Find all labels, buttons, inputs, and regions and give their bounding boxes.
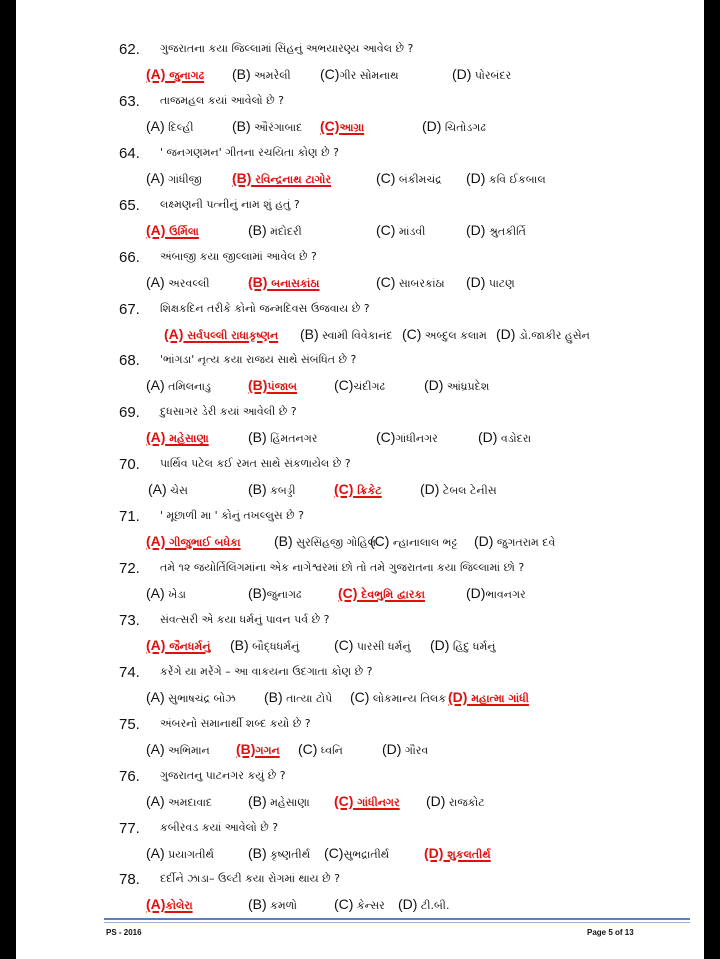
option-label: (D) (466, 585, 486, 601)
answer-option (402, 326, 487, 343)
answer-options (16, 274, 704, 294)
option-text: લોકમાન્ય તિલક (369, 691, 447, 705)
footer-page-number: Page 5 of 13 (587, 928, 634, 937)
answer-option (230, 637, 299, 654)
option-text: મહેસાણા (266, 795, 310, 809)
answer-option (148, 481, 188, 498)
option-text: પાટણ (485, 276, 515, 290)
option-label: (A) (146, 377, 165, 394)
option-label: (C) (370, 533, 390, 550)
option-text: દિલ્હી (164, 120, 194, 134)
footer-rule (104, 918, 690, 920)
option-text: કમળો (266, 899, 298, 913)
option-label: (C) (376, 273, 396, 290)
option-text: ન્હાનાલાલ ભટ્ટ (389, 536, 458, 550)
option-text: બનાસકાંઠા (267, 276, 320, 290)
option-label: (D) (478, 429, 498, 446)
option-text: અમદાવાદ (164, 795, 213, 809)
option-label: (A) (146, 66, 166, 82)
option-text: ગાંધીનગર (395, 432, 438, 446)
option-text: વડોદરા (497, 432, 532, 446)
option-label: (C) (402, 325, 422, 342)
answer-options (16, 741, 704, 761)
option-text: આગ્રા (339, 120, 365, 134)
option-text: શુકલતીર્થ (443, 847, 491, 861)
question-text: પાર્થિવ પટેલ કઈ રમત સાથે સંકળાયેલ છે ? (160, 457, 351, 471)
correct-answer-option (334, 793, 400, 810)
answer-option (324, 845, 389, 862)
answer-option (320, 66, 399, 83)
option-text: સ્વામી વિવેકાનંદ (318, 328, 393, 342)
correct-answer-option (146, 896, 193, 913)
option-text: મહેસાણા (165, 432, 209, 446)
footer-exam-code: PS - 2016 (106, 928, 142, 937)
option-label: (B) (232, 117, 251, 134)
answer-option (420, 481, 497, 498)
option-text: શ્રુતકીર્તિ (485, 224, 526, 238)
option-label: (B) (274, 533, 293, 550)
correct-answer-option (164, 326, 278, 343)
correct-answer-option (146, 533, 241, 550)
question-text: 'ભાંગડા' નૃત્ય કયા રાજય સાથે સંબંધિત છે ? (160, 353, 357, 367)
option-label: (B) (248, 481, 267, 498)
option-label: (B) (232, 169, 252, 186)
correct-answer-option (236, 741, 280, 758)
answer-options (16, 637, 704, 657)
option-label: (D) (448, 688, 468, 705)
answer-option (426, 793, 485, 810)
option-label: (C) (298, 740, 318, 757)
option-text: રાજકોટ (445, 795, 485, 809)
option-text: સુભદ્રાતીર્થ (343, 847, 390, 861)
option-text: માંડવી (395, 224, 426, 238)
answer-option (478, 429, 531, 446)
option-label: (D) (430, 636, 450, 653)
option-label: (C) (338, 585, 358, 601)
answer-options (16, 222, 704, 242)
option-label: (B) (248, 221, 267, 238)
option-label: (D) (422, 117, 442, 134)
option-text: હિંમતનગર (266, 432, 318, 446)
question-number: 64. (119, 144, 140, 162)
answer-option (146, 170, 202, 187)
answer-option (248, 896, 297, 913)
option-text: ચંદીગઢ (353, 380, 386, 394)
option-label: (D) (426, 792, 446, 809)
answer-option (350, 689, 446, 706)
answer-option (264, 689, 332, 706)
answer-option (146, 377, 211, 394)
answer-options (16, 326, 704, 346)
answer-option (146, 741, 210, 758)
option-text: કોલેરા (165, 899, 193, 913)
option-label: (A) (146, 169, 165, 186)
option-label: (D) (466, 273, 486, 290)
question-number: 75. (119, 715, 140, 733)
option-label: (D) (420, 481, 440, 498)
option-label: (A) (146, 533, 166, 550)
option-label: (C) (376, 429, 396, 446)
option-text: જૈનધર્મનું (165, 639, 211, 653)
option-text: મંદોદરી (266, 224, 302, 238)
question-text: ' મૂછાળી મા ' કોનું તખલ્લુસ છે ? (160, 509, 305, 523)
option-text: ગીર સોમનાથ (339, 69, 399, 82)
question-text: તાજમહલ કયાં આવેલો છે ? (160, 93, 285, 107)
question-number: 74. (119, 663, 140, 681)
option-label: (D) (474, 533, 494, 550)
question-number: 71. (119, 508, 140, 526)
question-number: 69. (119, 404, 140, 422)
answer-options (16, 689, 704, 709)
option-label: (D) (496, 325, 516, 342)
option-label: (C) (334, 377, 354, 394)
option-label: (C) (334, 792, 354, 809)
answer-options (16, 793, 704, 813)
option-text: અરવલ્લી (164, 276, 210, 290)
footer-rule-thin (104, 922, 690, 923)
option-text: રવિન્દ્રનાથ ટાગોર (251, 172, 332, 186)
option-text: તાત્યા ટોપે (282, 691, 333, 705)
option-text: હિંદુ ધર્મનું (449, 639, 496, 653)
option-text: કવિ ઈકબાલ (485, 172, 546, 186)
option-text: ગાંધીજી (164, 172, 202, 186)
option-label: (D) (398, 896, 418, 913)
question-number: 65. (119, 196, 140, 214)
answer-option (274, 533, 376, 550)
answer-option (248, 429, 317, 446)
option-text: ચિતોડગઢ (441, 120, 486, 134)
correct-answer-option (232, 170, 331, 187)
question-number: 63. (119, 92, 140, 110)
option-label: (A) (146, 221, 166, 238)
question-number: 73. (119, 611, 140, 629)
question-text: કરેંગે યા મરેંગે – આ વાકયના ઉદગાતા કોણ છે ? (160, 664, 373, 678)
option-text: જુનાગઢ (165, 69, 205, 82)
answer-option (474, 533, 555, 550)
question-text: સંવત્સરી એ કયા ધર્મનું પાવન પર્વ છે ? (160, 612, 330, 626)
option-label: (A) (146, 273, 165, 290)
option-text: આંધ્રપ્રદેશ (443, 380, 490, 394)
correct-answer-option (146, 66, 204, 83)
answer-option (496, 326, 590, 343)
answer-option (248, 222, 302, 239)
answer-option (430, 637, 495, 654)
question-number: 62. (119, 41, 140, 58)
correct-answer-option (338, 585, 425, 602)
question-text: શિક્ષકદિન તરીકે કોનો જન્મદિવસ ઉજવાય છે ? (160, 301, 370, 315)
answer-options (16, 585, 704, 605)
option-label: (A) (146, 844, 165, 861)
option-text: ધ્વનિ (317, 743, 343, 757)
document-page (16, 0, 704, 959)
answer-option (146, 585, 186, 602)
answer-option (298, 741, 343, 758)
option-text: બંકીમચંદ્ર (395, 172, 442, 186)
option-text: પ્રયાગતીર્થ (164, 847, 214, 861)
answer-option (146, 845, 214, 862)
answer-options (16, 533, 704, 553)
answer-option (334, 377, 385, 394)
option-text: ઔરંગાબાદ (250, 120, 303, 134)
option-label: (C) (334, 896, 354, 913)
question-text: તમે ૧૨ જયોર્તિલિંગમાંના એક નાગેશ્વરમાં છો તો તમે ગુજરાતના કયા જિલ્લામાં છો ? (160, 561, 525, 574)
option-label: (A) (146, 688, 165, 705)
answer-options (16, 845, 704, 865)
option-text: ઉર્મિલા (165, 224, 199, 238)
option-text: જુનાગઢ (266, 588, 302, 601)
option-label: (C) (376, 169, 396, 186)
option-text: સુરસિંહજી ગોહિલ (292, 536, 376, 550)
answer-option (248, 845, 310, 862)
option-text: ટી.બી. (417, 899, 450, 913)
question-text: અંબાજી કયા જીલ્લામાં આવેલ છે ? (160, 249, 317, 263)
question-number: 77. (119, 819, 140, 837)
option-label: (C) (324, 844, 344, 861)
option-text: કેન્સર (353, 899, 385, 913)
option-label: (C) (334, 481, 354, 498)
option-text: સાબરકાંઠા (395, 276, 445, 290)
answer-option (232, 66, 291, 83)
answer-option (466, 274, 515, 291)
answer-option (376, 429, 438, 446)
option-label: (C) (334, 636, 354, 653)
question-number: 67. (119, 300, 140, 318)
answer-options (16, 481, 704, 501)
option-text: અમરેલી (250, 69, 291, 82)
answer-option (334, 896, 385, 913)
option-label: (B) (300, 325, 319, 342)
answer-option (146, 793, 212, 810)
answer-option (146, 689, 236, 706)
answer-option (300, 326, 393, 343)
question-text: અંબરનો સમાનાર્થી શબ્દ કયો છે ? (160, 716, 311, 730)
answer-option (248, 793, 310, 810)
option-text: કૃષ્ણતીર્થ (266, 847, 311, 861)
option-text: પારસી ધર્મનું (353, 639, 411, 653)
question-number: 66. (119, 248, 140, 266)
answer-option (146, 118, 194, 135)
answer-option (370, 533, 457, 550)
answer-option (146, 274, 210, 291)
option-label: (B) (248, 377, 268, 394)
option-label: (A) (146, 792, 165, 809)
answer-option (382, 741, 428, 758)
option-text: ભાવનગર (485, 588, 526, 601)
answer-option (424, 377, 489, 394)
option-text: સુભાષચંદ્ર બોઝ (164, 691, 236, 705)
option-text: ક્રિકેટ (353, 484, 382, 498)
option-label: (C) (376, 221, 396, 238)
correct-answer-option (424, 845, 491, 862)
answer-option (466, 170, 546, 187)
option-label: (D) (466, 221, 486, 238)
option-text: ગાંધીનગર (353, 795, 400, 809)
option-label: (D) (466, 169, 486, 186)
correct-answer-option (248, 377, 297, 394)
correct-answer-option (146, 222, 199, 239)
option-label: (C) (320, 66, 340, 82)
answer-option (466, 585, 526, 602)
option-text: પંજાબ (267, 380, 298, 394)
question-text: કબીરવડ કયાં આવેલો છે ? (160, 820, 279, 834)
option-label: (C) (350, 688, 370, 705)
answer-option (376, 274, 445, 291)
answer-option (452, 66, 511, 83)
option-text: ટેબલ ટેનીસ (439, 484, 497, 498)
answer-options (16, 429, 704, 449)
option-text: ચેસ (166, 484, 188, 498)
option-label: (A) (146, 429, 166, 446)
option-text: ડો.જાકીર હુસેન (515, 328, 590, 342)
option-label: (D) (424, 377, 444, 394)
question-text: દુધસાગર ડેરી કયાં આવેલી છે ? (160, 405, 297, 419)
question-number: 72. (119, 560, 140, 577)
question-text: ગુજરાતનુ પાટનગર કયું છે ? (160, 768, 286, 782)
option-label: (B) (236, 740, 256, 757)
question-text: લક્ષ્મણની પત્નીનું નામ શું હતું ? (160, 197, 300, 211)
option-label: (A) (148, 481, 167, 498)
option-label: (A) (146, 740, 165, 757)
correct-answer-option (334, 481, 382, 498)
option-label: (D) (452, 66, 472, 82)
option-label: (A) (146, 636, 166, 653)
answer-options (16, 66, 704, 86)
correct-answer-option (448, 689, 529, 706)
answer-option (466, 222, 526, 239)
answer-option (376, 222, 425, 239)
option-text: તમિલનાડુ (164, 380, 211, 394)
answer-option (248, 585, 301, 602)
option-label: (A) (146, 896, 166, 913)
option-text: મહાત્મા ગાંધી (467, 691, 529, 705)
answer-option (334, 637, 411, 654)
answer-options (16, 896, 704, 916)
question-number: 68. (119, 352, 140, 370)
option-text: જુગતરામ દવે (493, 536, 556, 550)
correct-answer-option (146, 429, 209, 446)
answer-option (376, 170, 442, 187)
question-text: દર્દીને ઝાડા– ઉલ્ટી કયા રોગમાં થાય છે ? (160, 872, 341, 886)
option-label: (B) (248, 585, 267, 601)
option-text: ગીજુભાઈ બધેકા (165, 536, 241, 550)
option-text: ગગન (255, 743, 280, 757)
option-text: અભિમાન (164, 743, 210, 757)
option-label: (D) (382, 740, 402, 757)
correct-answer-option (320, 118, 364, 135)
option-text: કબડ્ડી (266, 484, 296, 498)
option-text: બૌદ્ધધર્મનું (248, 639, 300, 653)
option-label: (C) (320, 117, 340, 134)
option-text: દેવભુમિ દ્વારકા (357, 588, 425, 601)
answer-option (248, 481, 296, 498)
option-label: (B) (248, 792, 267, 809)
answer-options (16, 377, 704, 397)
option-label: (B) (248, 844, 267, 861)
question-text: ' જનગણમન' ગીતના રચયિતા કોણ છે ? (160, 145, 339, 159)
answer-option (232, 118, 302, 135)
option-label: (B) (248, 896, 267, 913)
answer-option (398, 896, 449, 913)
option-label: (D) (424, 844, 444, 861)
option-label: (B) (232, 66, 251, 82)
option-label: (A) (164, 325, 184, 342)
option-text: ગૌરવ (401, 743, 429, 757)
answer-options (16, 118, 704, 138)
option-label: (B) (248, 429, 267, 446)
option-text: ખેડા (164, 588, 186, 601)
option-label: (B) (248, 273, 268, 290)
option-text: સર્વપલ્લી રાધાકૃષ્ણન (183, 328, 279, 342)
question-number: 70. (119, 456, 140, 474)
option-text: અબ્દુલ કલામ (421, 328, 487, 342)
option-label: (A) (146, 585, 165, 601)
option-text: પોરબંદર (471, 69, 512, 82)
correct-answer-option (248, 274, 319, 291)
question-text: ગુજરાતના કયા જિલ્લામાં સિંહનું અભયારણ્ય આવેલ છે ? (160, 42, 414, 55)
answer-options (16, 170, 704, 190)
correct-answer-option (146, 637, 210, 654)
question-number: 78. (119, 871, 140, 889)
option-label: (B) (230, 636, 249, 653)
option-label: (B) (264, 688, 283, 705)
answer-option (422, 118, 486, 135)
option-label: (A) (146, 117, 165, 134)
question-number: 76. (119, 767, 140, 785)
